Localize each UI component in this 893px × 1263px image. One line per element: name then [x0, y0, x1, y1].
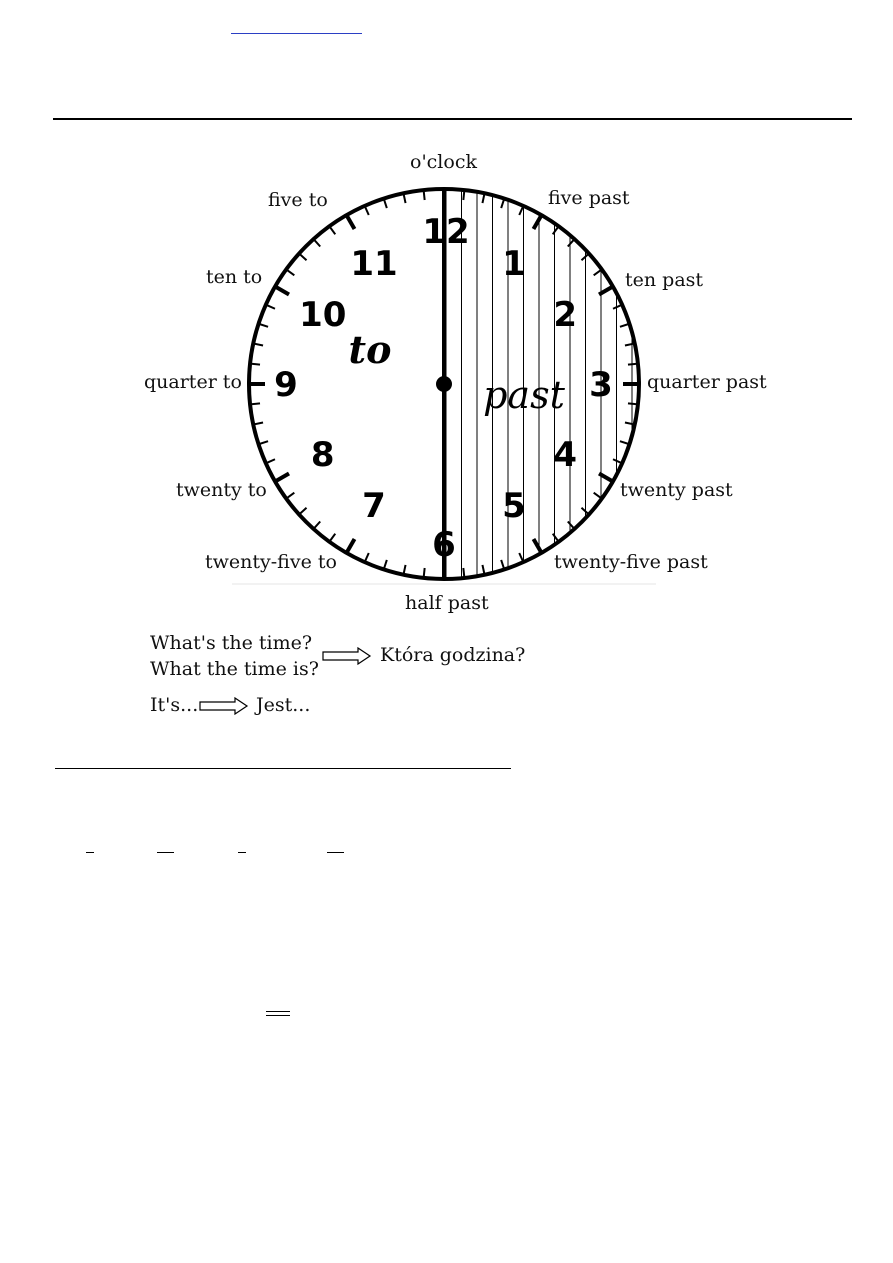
minute-tick	[553, 226, 559, 234]
hour-tick	[275, 287, 289, 295]
clock-diagram	[0, 0, 893, 620]
double-blank-mark	[266, 1011, 290, 1016]
minute-tick	[329, 534, 335, 542]
hour-tick	[275, 474, 289, 482]
arrow-right-icon	[199, 697, 249, 715]
hour-number-4: 4	[553, 435, 578, 475]
hour-number-3: 3	[589, 365, 613, 405]
horizontal-rule-middle	[55, 768, 511, 769]
hour-number-11: 11	[350, 243, 398, 284]
minute-tick	[286, 269, 294, 275]
hour-tick	[347, 215, 355, 229]
minute-tick	[463, 190, 464, 200]
phrase-answer-translation: Jest...	[256, 694, 311, 716]
minute-tick	[568, 521, 575, 528]
to-side-label: to	[348, 327, 392, 372]
minute-tick	[628, 364, 638, 365]
minute-tick	[266, 305, 275, 309]
label-five-past: five past	[548, 187, 630, 209]
hour-number-8: 8	[310, 435, 335, 475]
label-twenty-past: twenty past	[620, 479, 733, 501]
hour-number-2: 2	[553, 295, 578, 335]
minute-tick	[553, 534, 559, 542]
minute-tick	[365, 553, 369, 562]
label-ten-to: ten to	[206, 266, 263, 288]
label-half-past: half past	[405, 592, 489, 614]
minute-tick	[519, 206, 523, 215]
minute-tick	[299, 254, 306, 261]
hour-number-12: 12	[422, 212, 470, 252]
minute-tick	[314, 239, 321, 246]
hour-number-5: 5	[502, 486, 526, 527]
blank-mark	[238, 852, 246, 853]
minute-tick	[613, 459, 622, 463]
minute-tick	[424, 568, 425, 578]
minute-tick	[519, 553, 523, 562]
phrase-answer: It's...	[150, 694, 199, 716]
minute-tick	[286, 493, 294, 499]
minute-tick	[424, 190, 425, 200]
hour-number-6: 6	[432, 525, 456, 565]
hour-tick	[534, 215, 542, 229]
blank-mark	[86, 852, 94, 853]
label-five-to: five to	[268, 189, 328, 211]
minute-tick	[250, 364, 260, 365]
hour-number-7: 7	[362, 486, 386, 527]
minute-tick	[628, 403, 638, 404]
label-twenty-to: twenty to	[176, 479, 267, 501]
past-side-label: past	[483, 373, 565, 417]
arrow-right-icon	[322, 647, 372, 665]
phrase-question-2: What the time is?	[150, 658, 319, 680]
hour-number-9: 9	[274, 365, 298, 405]
center-dot	[436, 376, 452, 392]
hour-tick	[534, 539, 542, 553]
blank-mark	[157, 852, 174, 853]
minute-tick	[568, 239, 575, 246]
label-oclock: o'clock	[410, 151, 477, 173]
minute-tick	[250, 403, 260, 404]
hour-number-1: 1	[502, 243, 526, 284]
minute-tick	[613, 305, 622, 309]
label-quarter-past: quarter past	[647, 371, 767, 393]
minute-tick	[266, 459, 275, 463]
phrase-question-1: What's the time?	[150, 632, 313, 654]
minute-tick	[329, 226, 335, 234]
hour-number-10: 10	[299, 295, 347, 335]
minute-tick	[463, 568, 464, 578]
blank-mark	[327, 852, 344, 853]
minute-tick	[314, 521, 321, 528]
label-twenty-five-to: twenty-five to	[205, 551, 337, 573]
label-twenty-five-past: twenty-five past	[554, 551, 708, 573]
phrase-question-translation: Która godzina?	[380, 644, 526, 666]
label-ten-past: ten past	[625, 269, 704, 291]
label-quarter-to: quarter to	[144, 371, 242, 393]
minute-tick	[299, 508, 306, 515]
hour-tick	[347, 539, 355, 553]
minute-tick	[365, 206, 369, 215]
